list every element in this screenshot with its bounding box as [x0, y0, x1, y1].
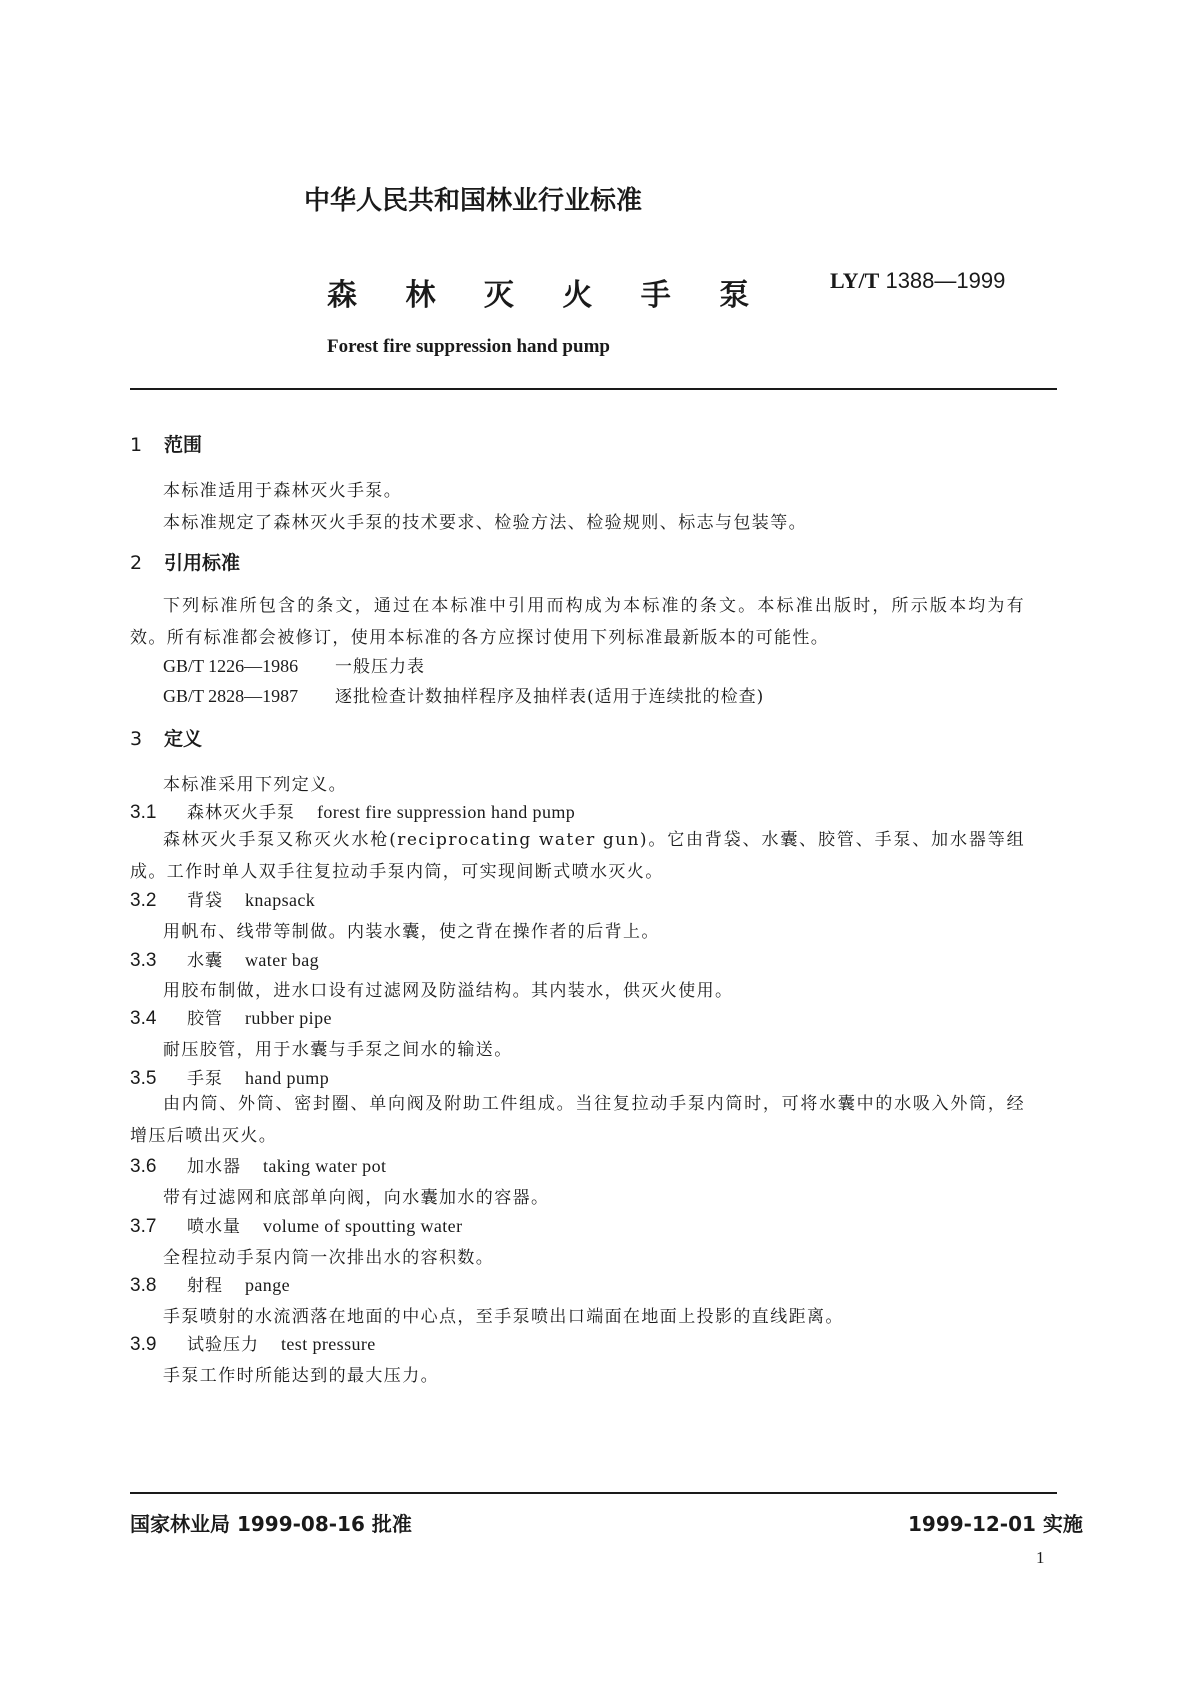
paragraph: 下列标准所包含的条文，通过在本标准中引用而构成为本标准的条文。本标准出版时，所示版本均为有效。所有标准都会被修订，使用本标准的各方应探讨使用下列标准最新版本的可能性。 [130, 596, 1025, 648]
term-chinese: 喷水量 [187, 1217, 241, 1237]
reference-item [163, 682, 764, 707]
section-2-heading [130, 548, 240, 575]
definition-term [130, 946, 319, 972]
definition-text: 森林灭火手泵又称灭火水枪(reciprocating water gun)。它由背袋、水囊、胶管、手泵、加水器等组成。工作时单人双手往复拉动手泵内筒，可实现间断式喷水灭火。 [130, 830, 1025, 882]
reference-title: 逐批检查计数抽样程序及抽样表(适用于连续批的检查) [335, 687, 765, 707]
definition-term [130, 1152, 386, 1178]
definition-term [130, 1064, 329, 1090]
clause-number: 3.8 [130, 1275, 157, 1296]
standard-code [830, 268, 1005, 294]
term-english: volume of spoutting water [263, 1216, 463, 1236]
definition-term [130, 886, 315, 912]
header-divider [130, 388, 1057, 390]
clause-number: 3.3 [130, 950, 157, 971]
term-chinese: 加水器 [187, 1157, 241, 1177]
term-english: water bag [245, 950, 320, 970]
reference-item [163, 652, 425, 677]
definition-text: 手泵工作时所能达到的最大压力。 [163, 1366, 439, 1386]
term-chinese: 水囊 [187, 951, 223, 971]
definition-text: 用帆布、线带等制做。内装水囊，使之背在操作者的后背上。 [163, 922, 660, 942]
section-1-heading [130, 430, 202, 457]
clause-number: 3.9 [130, 1334, 157, 1355]
definition-term [130, 1330, 376, 1356]
standard-code-number: 1388—1999 [885, 268, 1006, 293]
standard-code-prefix: LY/T [830, 268, 880, 293]
term-chinese: 胶管 [187, 1009, 223, 1029]
paragraph: 本标准规定了森林灭火手泵的技术要求、检验方法、检验规则、标志与包装等。 [163, 513, 807, 533]
implementation-date: 1999-12-01 实施 [908, 1512, 1083, 1536]
definition-term [130, 1271, 290, 1297]
section-title: 引用标准 [164, 552, 241, 574]
definition-text: 由内筒、外筒、密封圈、单向阀及附助工件组成。当往复拉动手泵内筒时，可将水囊中的水吸入外筒，经增压后喷出灭火。 [130, 1094, 1025, 1146]
definition-text: 耐压胶管，用于水囊与手泵之间水的输送。 [163, 1040, 513, 1060]
section-title: 范围 [164, 434, 203, 456]
page-number: 1 [1036, 1548, 1045, 1567]
definition-term [130, 1212, 462, 1238]
clause-number: 3.5 [130, 1068, 157, 1089]
issuing-organization: 中华人民共和国林业行业标准 [304, 186, 643, 216]
term-english: knapsack [245, 890, 316, 910]
reference-code: GB/T 1226—1986 [163, 656, 299, 676]
definition-text: 手泵喷射的水流洒落在地面的中心点，至手泵喷出口端面在地面上投影的直线距离。 [163, 1307, 844, 1327]
reference-title: 一般压力表 [335, 657, 425, 677]
paragraph: 本标准适用于森林灭火手泵。 [163, 481, 403, 501]
term-english: taking water pot [263, 1156, 387, 1176]
term-english: forest fire suppression hand pump [317, 802, 576, 822]
term-english: hand pump [245, 1068, 330, 1088]
term-chinese: 射程 [187, 1276, 223, 1296]
english-title: Forest fire suppression hand pump [327, 336, 610, 357]
definition-text: 用胶布制做，进水口设有过滤网及防溢结构。其内装水，供灭火使用。 [163, 981, 734, 1001]
section-3-heading [130, 724, 202, 751]
term-english: pange [245, 1275, 290, 1295]
paragraph: 本标准采用下列定义。 [163, 775, 347, 795]
footer-divider [130, 1492, 1057, 1494]
clause-number: 3.7 [130, 1216, 157, 1237]
clause-number: 3.6 [130, 1156, 157, 1177]
section-number: 3 [130, 728, 143, 750]
section-number: 2 [130, 552, 143, 574]
clause-number: 3.4 [130, 1008, 157, 1029]
term-chinese: 手泵 [187, 1069, 223, 1089]
definition-term [130, 798, 575, 824]
term-chinese: 试验压力 [187, 1335, 259, 1355]
definition-text: 全程拉动手泵内筒一次排出水的容积数。 [163, 1248, 495, 1268]
term-chinese: 背袋 [187, 891, 223, 911]
clause-number: 3.1 [130, 802, 157, 823]
term-english: rubber pipe [245, 1008, 332, 1028]
definition-term [130, 1004, 332, 1030]
term-english: test pressure [281, 1334, 376, 1354]
section-title: 定义 [164, 728, 203, 750]
standard-title: 森 林 灭 火 手 泵 [327, 278, 769, 313]
reference-code: GB/T 2828—1987 [163, 686, 299, 706]
section-number: 1 [130, 434, 143, 456]
definition-text: 带有过滤网和底部单向阀，向水囊加水的容器。 [163, 1188, 550, 1208]
approval-line: 国家林业局 1999-08-16 批准 [130, 1512, 412, 1536]
term-chinese: 森林灭火手泵 [187, 803, 295, 823]
clause-number: 3.2 [130, 890, 157, 911]
